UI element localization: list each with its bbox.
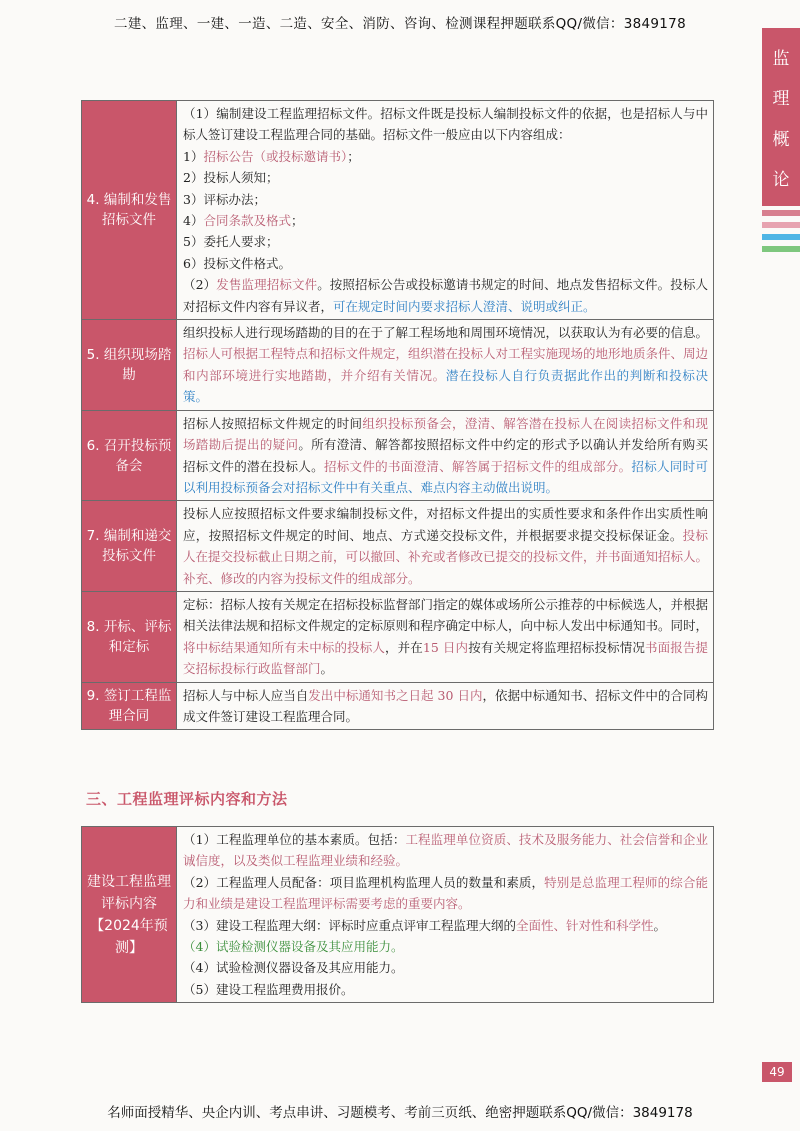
side-tab-char: 论: [772, 170, 790, 191]
highlight-text: 发出中标通知书之日起 30 日内: [308, 687, 483, 703]
highlight-text: 招标人同时可以利用投标预备会对招标文件中有关重点、难点内容主动做出说明。: [183, 458, 708, 495]
content-line: [183, 936, 708, 957]
highlight-text: 发售监理招标文件: [216, 277, 318, 293]
content-line: [183, 322, 708, 408]
body-text: ，依据中标通知书、招标文件中的合同构成文件签订建设工程监理合同。: [183, 687, 708, 724]
page-number: 49: [762, 1062, 792, 1082]
body-text: 3）评标办法；: [183, 191, 266, 207]
side-tab-char: 监: [772, 48, 790, 69]
highlight-text: 招标公告（或投标邀请书）: [203, 148, 348, 164]
highlight-text: 全面性、针对性和科学性: [515, 917, 654, 933]
table-row: [82, 410, 714, 501]
body-text: 招标人与中标人应当自: [183, 687, 309, 703]
row-content: [177, 501, 714, 592]
body-text: （4）试验检测仪器设备及其应用能力。: [183, 960, 404, 976]
procedure-table: [81, 100, 714, 730]
row-content: [177, 410, 714, 501]
body-text: ；: [290, 213, 304, 229]
highlight-text: 潜在投标人自行负责据此作出的判断和投标决策。: [183, 367, 708, 405]
top-banner: 二建、监理、一建、一造、二造、安全、消防、咨询、检测课程押题联系QQ/微信：3849178: [114, 16, 686, 32]
row-key: 5. 组织现场踏勘: [82, 320, 177, 411]
content-line: [183, 594, 708, 680]
content-line: [183, 167, 708, 188]
section-title: 三、工程监理评标内容和方法: [86, 790, 288, 808]
body-text: 。: [320, 661, 334, 677]
highlight-text: 可在规定时间内要求招标人澄清、说明或纠正。: [333, 298, 596, 314]
body-text: （3）建设工程监理大纲：评标时应重点评审工程监理大纲的: [183, 917, 516, 933]
highlight-text: 15 日内: [422, 639, 469, 655]
content-line: [183, 915, 708, 936]
body-text: 。所有澄清、解答都按照招标文件中约定的形式予以确认并发给所有购买招标文件的潜在投标人。: [183, 437, 708, 474]
side-bar: [762, 222, 800, 228]
content-line: [183, 413, 708, 499]
body-text: 招标人按照招标文件规定的时间: [183, 415, 363, 431]
table-row: [82, 682, 714, 730]
content-line: [183, 872, 708, 915]
body-text: （5）建设工程监理费用报价。: [183, 981, 354, 997]
table-row: [82, 827, 714, 1003]
side-color-bars: [762, 210, 800, 258]
content-line: [183, 103, 708, 146]
body-text: 6）投标文件格式。: [183, 255, 291, 271]
highlight-text: 将中标结果通知所有未中标的投标人: [183, 639, 386, 655]
row-key: 建设工程监理评标内容【2024年预测】: [82, 827, 177, 1003]
row-content: [177, 320, 714, 411]
body-text: （2）: [183, 277, 217, 293]
content-line: [183, 979, 708, 1000]
side-tab-char: 概: [772, 129, 790, 150]
content-line: [183, 253, 708, 274]
highlight-text: 合同条款及格式: [203, 213, 291, 229]
body-text: 定标：招标人按有关规定在招标投标监督部门指定的媒体或场所公示推荐的中标候选人，并根据相关法律法规和招标文件规定的定标原则和程序确定中标人，向中标人发出中标通知书。同时，: [183, 596, 709, 634]
row-content: [177, 101, 714, 320]
body-text: 。: [653, 917, 666, 933]
highlight-text: （4）试验检测仪器设备及其应用能力。: [183, 939, 404, 955]
body-text: 2）投标人须知；: [183, 170, 279, 186]
bottom-banner: 名师面授精华、央企内训、考点串讲、习题模考、考前三页纸、绝密押题联系QQ/微信：3849178: [107, 1105, 693, 1121]
row-content: [177, 827, 714, 1003]
body-text: （2）工程监理人员配备：项目监理机构监理人员的数量和素质，: [183, 874, 545, 890]
row-key: 4. 编制和发售招标文件: [82, 101, 177, 320]
table-row: [82, 591, 714, 682]
highlight-text: 招标文件的书面澄清、解答属于招标文件的组成部分。: [323, 458, 632, 474]
content-line: [183, 210, 708, 231]
table-row: [82, 501, 714, 592]
body-text: 5）委托人要求；: [183, 234, 279, 250]
row-content: [177, 682, 714, 730]
side-bar: [762, 234, 800, 240]
body-text: 投标人应按照招标文件要求编制投标文件，对招标文件提出的实质性要求和条件作出实质性响应，按照招标文件规定的时间、地点、方式递交投标文件，并根据要求提交投标保证金。: [183, 506, 708, 543]
chapter-side-tab: [762, 28, 800, 206]
body-text: ；: [347, 148, 360, 164]
content-line: [183, 274, 708, 317]
row-key: 7. 编制和递交投标文件: [82, 501, 177, 592]
body-text: ，并在: [385, 639, 423, 655]
content-line: [183, 503, 708, 589]
side-bar: [762, 246, 800, 252]
row-key: 9. 签订工程监理合同: [82, 682, 177, 730]
content-line: [183, 146, 708, 167]
body-text: 4）: [183, 213, 204, 229]
highlight-text: 招标人可根据工程特点和招标文件规定，组织潜在投标人对工程实施现场的地形地质条件、周边和内部环境进行实地踏勘，并介绍有关情况。: [183, 346, 709, 383]
highlight-text: 书面报告提交招标投标行政监督部门: [183, 639, 708, 677]
content-line: [183, 957, 708, 978]
body-text: （1）工程监理单位的基本素质。包括：: [183, 832, 406, 847]
body-text: 按有关规定将监理招标投标情况: [468, 639, 645, 655]
side-bar: [762, 210, 800, 216]
body-text: 组织投标人进行现场踏勘的目的在于了解工程场地和周围环境情况，以获取认为有必要的信息。: [183, 325, 709, 341]
table-row: [82, 101, 714, 320]
side-tab-char: 理: [772, 89, 790, 110]
body-text: （1）编制建设工程监理招标文件。招标文件既是投标人编制投标文件的依据，也是招标人与中标人签订建设工程监理合同的基础。招标文件一般应由以下内容组成：: [183, 106, 708, 143]
content-line: [183, 189, 708, 210]
body-text: 。按照招标公告或投标邀请书规定的时间、地点发售招标文件。投标人对招标文件内容有异议者，: [183, 277, 708, 314]
evaluation-table: [81, 826, 714, 1003]
content-line: [183, 231, 708, 252]
highlight-text: 投标人在提交投标截止日期之前，可以撤回、补充或者修改已提交的投标文件，并书面通知招标人。补充、修改的内容为投标文件的组成部分。: [183, 527, 709, 586]
highlight-text: 组织投标预备会，澄清、解答潜在投标人在阅读招标文件和现场踏勘后提出的疑问: [183, 415, 708, 453]
row-content: [177, 591, 714, 682]
highlight-text: 工程监理单位资质、技术及服务能力、社会信誉和企业诚信度，以及类似工程监理业绩和经验。: [183, 832, 708, 869]
table-row: [82, 320, 714, 411]
highlight-text: 特别是总监理工程师的综合能力和业绩是建设工程监理评标需要考虑的重要内容。: [183, 874, 708, 912]
content-line: [183, 685, 708, 728]
content-line: [183, 829, 708, 872]
row-key: 8. 开标、评标和定标: [82, 591, 177, 682]
body-text: 1）: [183, 148, 204, 164]
row-key: 6. 召开投标预备会: [82, 410, 177, 501]
